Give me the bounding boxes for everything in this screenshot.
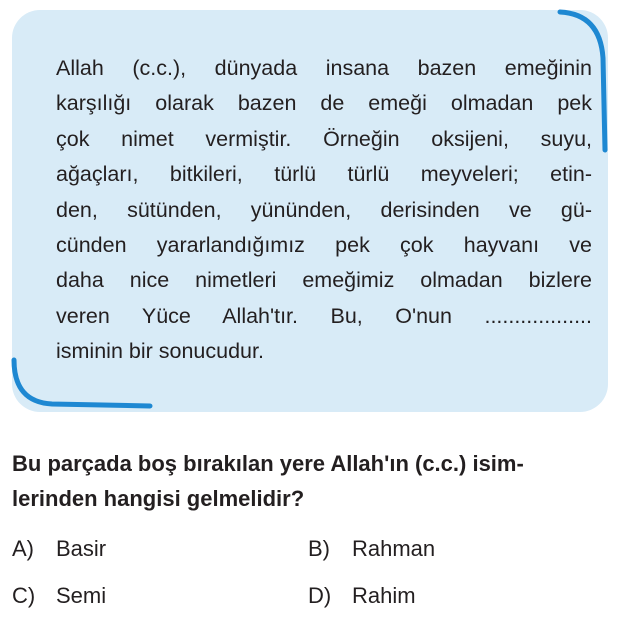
passage-line: karşılığı olarak bazen de emeği olmadan pek: [56, 91, 592, 116]
option-text: Rahim: [352, 583, 416, 608]
option-d[interactable]: [308, 581, 416, 611]
passage-line: daha nice nimetleri emeğimiz olmadan bizlere: [56, 268, 592, 293]
option-b[interactable]: [308, 534, 435, 564]
question-text: [12, 446, 620, 516]
option-letter: B): [308, 536, 330, 561]
option-text: Rahman: [352, 536, 436, 561]
option-letter: A): [12, 536, 34, 561]
passage-line: veren Yüce Allah'tır. Bu, O'nun ..................: [56, 303, 592, 328]
passage-line: isminin bir sonucudur.: [56, 339, 264, 364]
passage-line: den, sütünden, yününden, derisinden ve gü-: [56, 197, 592, 222]
passage-text: [56, 51, 592, 370]
option-c[interactable]: [12, 581, 106, 611]
question-line: Bu parçada boş bırakılan yere Allah'ın (c.c.) isim-: [12, 451, 524, 476]
option-letter: D): [308, 583, 332, 608]
option-letter: C): [12, 583, 36, 608]
passage-line: çok nimet vermiştir. Örneğin oksijeni, suyu,: [56, 126, 592, 151]
option-a[interactable]: [12, 534, 106, 564]
option-text: Semi: [56, 583, 107, 608]
passage-line: Allah (c.c.), dünyada insana bazen emeğinin: [56, 56, 592, 80]
question-line: lerinden hangisi gelmelidir?: [12, 486, 305, 511]
passage-line: cünden yararlandığımız pek çok hayvanı ve: [56, 232, 592, 257]
passage-line: ağaçları, bitkileri, türlü türlü meyveleri; etin-: [56, 162, 592, 187]
option-text: Basir: [56, 536, 107, 561]
